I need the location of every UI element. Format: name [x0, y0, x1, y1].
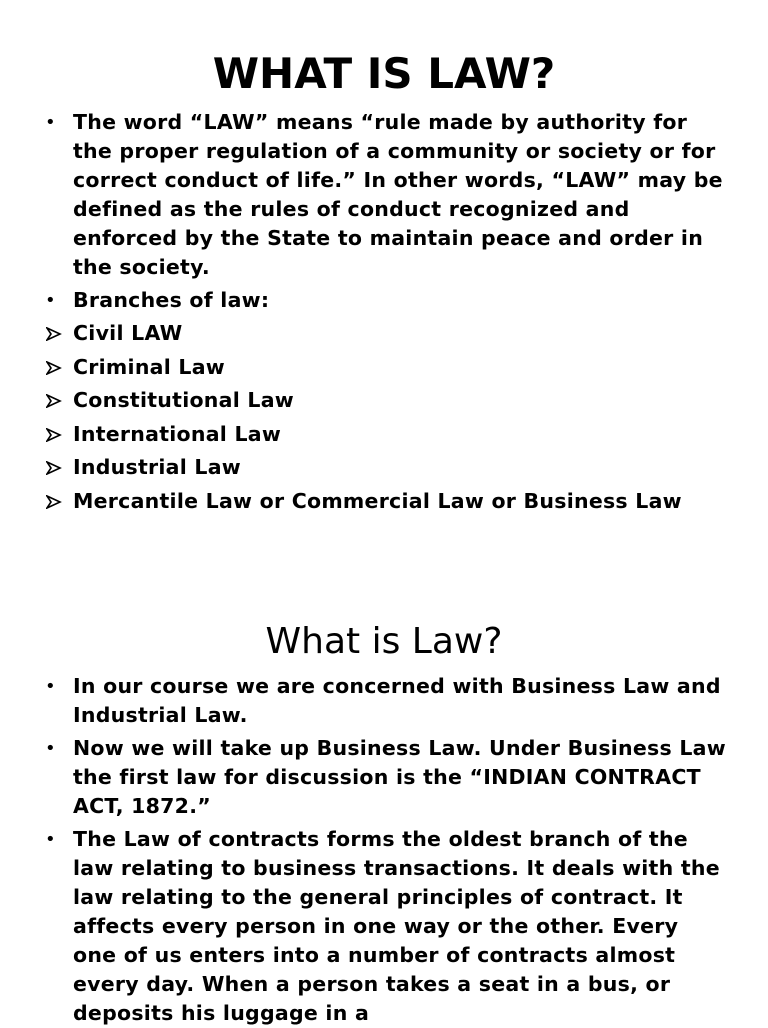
- sub-bullet-item: [0, 386, 768, 415]
- bullet-text: Industrial Law: [73, 455, 241, 479]
- bullet-text: The Law of contracts forms the oldest branch of the law relating to business transactions. It deals with the law relating to the general principles of contract. It affects every person in one way or the other. Every one of us enters into a number of contracts almost every day. When a person takes a seat in a bus, or deposits his luggage in a: [73, 827, 720, 1025]
- bullet-text: Criminal Law: [73, 354, 225, 379]
- sub-bullet-item: [0, 453, 768, 482]
- bullet-list: [0, 108, 768, 520]
- bullet-list: [0, 672, 768, 1028]
- arrow-bullet-icon: [46, 386, 62, 408]
- arrow-bullet-icon: [46, 420, 62, 442]
- bullet-dot-icon: •: [45, 290, 56, 311]
- arrow-bullet-icon: [46, 353, 62, 375]
- bullet-dot-icon: •: [45, 829, 56, 850]
- slide-title: What is Law?: [265, 621, 503, 662]
- bullet-item: [0, 734, 768, 821]
- bullet-item: [0, 108, 768, 282]
- slide-what-is-law-2: [0, 600, 768, 1024]
- bullet-item: [0, 825, 768, 1028]
- sub-bullet-item: [0, 319, 768, 348]
- arrow-bullet-icon: [46, 319, 62, 341]
- arrow-bullet-icon: [46, 453, 62, 475]
- bullet-text: Civil LAW: [73, 321, 183, 345]
- bullet-item: [0, 286, 768, 315]
- bullet-item: [0, 672, 768, 730]
- sub-bullet-item: [0, 487, 768, 516]
- sub-bullet-item: [0, 420, 768, 449]
- sub-bullet-item: [0, 353, 768, 382]
- bullet-text: In our course we are concerned with Business Law and Industrial Law.: [73, 674, 721, 727]
- bullet-text: The word “LAW” means “rule made by authority for the proper regulation of a community or society or for correct conduct of life.” In other words, “LAW” may be defined as the rules of conduct recognized and enforced by the State to maintain peace and order in the society.: [73, 110, 723, 279]
- bullet-text: Mercantile Law or Commercial Law or Business Law: [73, 488, 682, 513]
- bullet-dot-icon: •: [45, 112, 56, 133]
- bullet-dot-icon: •: [45, 676, 56, 697]
- bullet-text: Branches of law:: [73, 288, 270, 312]
- bullet-text: Now we will take up Business Law. Under Business Law the first law for discussion is the “INDIAN CONTRACT ACT, 1872.”: [73, 736, 726, 818]
- bullet-dot-icon: •: [45, 738, 56, 759]
- slide-title: WHAT IS LAW?: [212, 49, 556, 98]
- bullet-text: Constitutional Law: [73, 388, 294, 412]
- bullet-text: International Law: [73, 421, 282, 446]
- arrow-bullet-icon: [46, 487, 62, 509]
